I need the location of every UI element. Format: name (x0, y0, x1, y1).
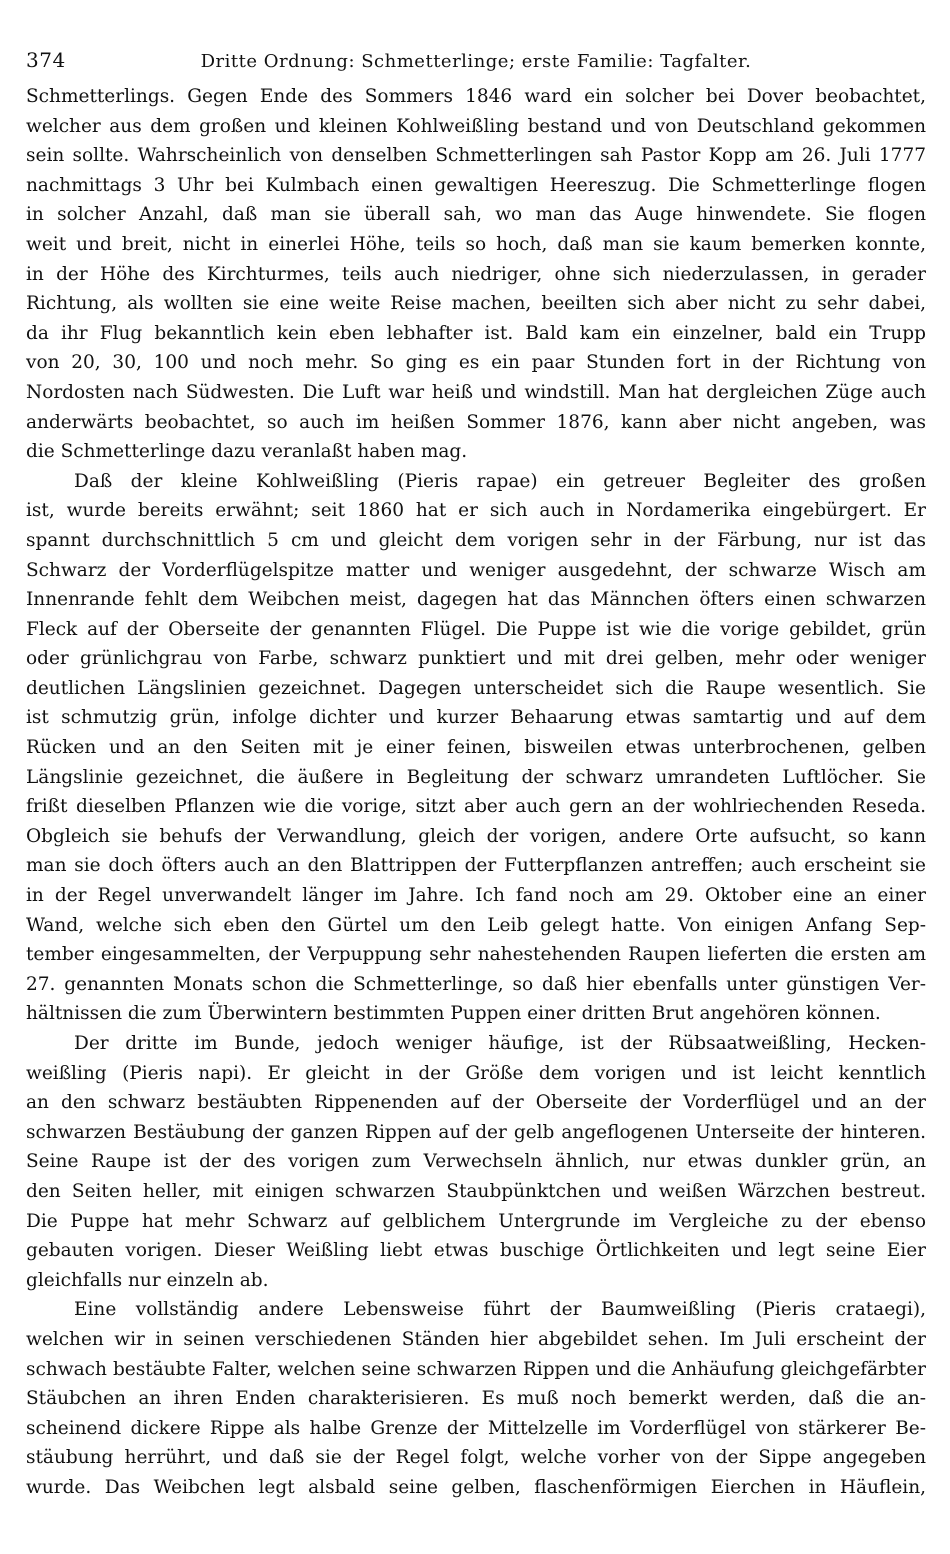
text-line: welchen wir in seinen verschiedenen Ständen hier abgebildet sehen. Im Juli erscheint der (26, 1328, 926, 1350)
text-line: in der Höhe des Kirchturmes, teils auch niedriger, ohne sich niederzulassen, in gerader (26, 263, 926, 285)
running-head (26, 48, 926, 78)
text-line: nachmittags 3 Uhr bei Kulmbach einen gewaltigen Heereszug. Die Schmetterlinge flogen (26, 174, 926, 196)
text-line: gebauten vorigen. Dieser Weißling liebt etwas buschige Örtlichkeiten und legt seine Eier (26, 1240, 926, 1262)
text-line: Obgleich sie behufs der Verwandlung, gleich der vorigen, andere Orte aufsucht, so kann (26, 825, 926, 847)
text-line: frißt dieselben Pflanzen wie die vorige, sitzt aber auch gern an der wohlriechenden Reseda. (26, 796, 926, 818)
text-line: Fleck auf der Oberseite der genannten Flügel. Die Puppe ist wie die vorige gebildet, grün (26, 618, 926, 640)
body-text (26, 82, 926, 1503)
page-number: 374 (26, 48, 66, 72)
text-line: gleichfalls nur einzeln ab. (26, 1269, 269, 1291)
text-line: ist, wurde bereits erwähnt; seit 1860 hat er sich auch in Nordamerika eingebürgert. Er (26, 500, 926, 522)
text-line: da ihr Flug bekanntlich kein eben lebhafter ist. Bald kam ein einzelner, bald ein Trupp (26, 322, 926, 344)
text-line: sein sollte. Wahrscheinlich von denselben Schmetterlingen sah Pastor Kopp am 26. Juli 1777 (26, 145, 926, 167)
text-line: Schwarz der Vorderflügelspitze matter und weniger ausgedehnt, der schwarze Wisch am (26, 559, 926, 581)
text-line: weißling (Pieris napi). Er gleicht in der Größe dem vorigen und ist leicht kenntlich (26, 1062, 926, 1084)
text-line: 27. genannten Monats schon die Schmetterlinge, so daß hier ebenfalls unter günstigen Ver- (26, 973, 926, 995)
text-line: Längslinie gezeichnet, die äußere in Begleitung der schwarz umrandeten Luftlöcher. Sie (26, 766, 926, 788)
text-line: in der Regel unverwandelt länger im Jahre. Ich fand noch am 29. Oktober eine an einer (26, 885, 926, 907)
text-line: Nordosten nach Südwesten. Die Luft war heiß und windstill. Man hat dergleichen Züge auch (26, 381, 926, 403)
text-line: Stäubchen an ihren Enden charakterisieren. Es muß noch bemerkt werden, daß die an- (26, 1388, 926, 1410)
text-line: in solcher Anzahl, daß man sie überall sah, wo man das Auge hinwendete. Sie flogen (26, 204, 926, 226)
running-title: Dritte Ordnung: Schmetterlinge; erste Familie: Tagfalter. (200, 51, 752, 72)
text-line: Wand, welche sich eben den Gürtel um den Leib gelegt hatte. Von einigen Anfang Sep- (26, 914, 926, 936)
text-line: schwach bestäubte Falter, welchen seine schwarzen Rippen und die Anhäufung gleichgefärbter (26, 1358, 926, 1380)
text-line: welcher aus dem großen und kleinen Kohlweißling bestand und von Deutschland gekommen (26, 115, 926, 137)
text-line: ist schmutzig grün, infolge dichter und kurzer Behaarung etwas samtartig und auf dem (26, 707, 926, 729)
text-line: Rücken und an den Seiten mit je einer feinen, bisweilen etwas unterbrochenen, gelben (26, 737, 926, 759)
text-line: stäubung herrührt, und daß sie der Regel folgt, welche vorher von der Sippe angegeben (26, 1447, 926, 1469)
text-line: man sie doch öfters auch an den Blattrippen der Futterpflanzen antreffen; auch erscheint sie (26, 855, 926, 877)
text-line: anderwärts beobachtet, so auch im heißen Sommer 1876, kann aber nicht angeben, was (26, 411, 926, 433)
text-line: scheinend dickere Rippe als halbe Grenze der Mittelzelle im Vorderflügel von stärkerer Be- (26, 1417, 926, 1439)
text-line: an den schwarz bestäubten Rippenenden auf der Oberseite der Vorderflügel und an der (26, 1092, 926, 1114)
text-line: oder grünlichgrau von Farbe, schwarz punktiert und mit drei gelben, mehr oder weniger (26, 648, 926, 670)
text-line: Der dritte im Bunde, jedoch weniger häufige, ist der Rübsaatweißling, Hecken- (74, 1033, 926, 1054)
text-line: tember eingesammelten, der Verpuppung sehr nahestehenden Raupen lieferten die ersten am (26, 944, 926, 966)
text-line: Die Puppe hat mehr Schwarz auf gelblichem Untergrunde im Vergleiche zu der ebenso (26, 1210, 926, 1232)
text-line: weit und breit, nicht in einerlei Höhe, teils so hoch, daß man sie kaum bemerken konnte, (26, 233, 926, 255)
text-line: Innenrande fehlt dem Weibchen meist, dagegen hat das Männchen öfters einen schwarzen (26, 589, 926, 611)
text-line: hältnissen die zum Überwintern bestimmten Puppen einer dritten Brut angehören können. (26, 1003, 881, 1025)
text-line: von 20, 30, 100 und noch mehr. So ging es ein paar Stunden fort in der Richtung von (26, 352, 926, 374)
text-line: deutlichen Längslinien gezeichnet. Dagegen unterscheidet sich die Raupe wesentlich. Sie (26, 677, 926, 699)
text-line: die Schmetterlinge dazu veranlaßt haben mag. (26, 441, 468, 463)
text-line: Daß der kleine Kohlweißling (Pieris rapae) ein getreuer Begleiter des großen (74, 470, 926, 492)
text-line: Seine Raupe ist der des vorigen zum Verwechseln ähnlich, nur etwas dunkler grün, an (26, 1151, 926, 1173)
text-line: den Seiten heller, mit einigen schwarzen Staubpünktchen und weißen Wärzchen bestreut. (26, 1180, 926, 1202)
text-line: Richtung, als wollten sie eine weite Reise machen, beeilten sich aber nicht zu sehr dabei, (26, 293, 926, 315)
text-line: Eine vollständig andere Lebensweise führt der Baumweißling (Pieris crataegi), (74, 1299, 926, 1321)
text-line: schwarzen Bestäubung der ganzen Rippen auf der gelb angeflogenen Unterseite der hinteren. (26, 1121, 926, 1143)
text-line: spannt durchschnittlich 5 cm und gleicht dem vorigen sehr in der Färbung, nur ist das (26, 529, 926, 551)
text-line: Schmetterlings. Gegen Ende des Sommers 1846 ward ein solcher bei Dover beobachtet, (26, 86, 926, 107)
text-line: wurde. Das Weibchen legt alsbald seine gelben, flaschenförmigen Eierchen in Häuflein, (26, 1476, 926, 1498)
